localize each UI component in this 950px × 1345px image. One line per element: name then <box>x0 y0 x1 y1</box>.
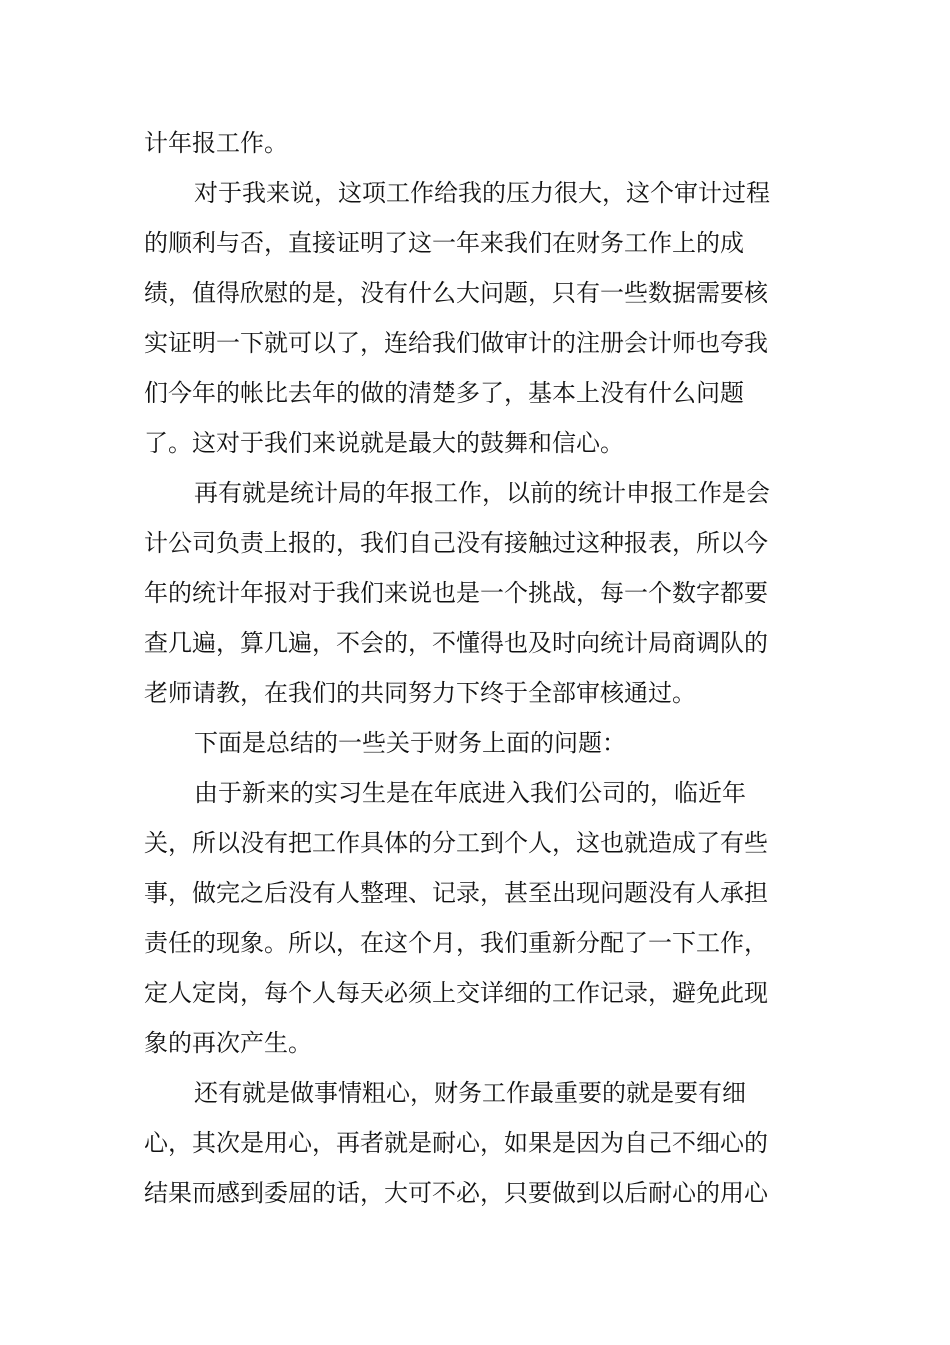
text-line: 们今年的帐比去年的做的清楚多了，基本上没有什么问题 <box>144 379 744 407</box>
paragraph-start-line: 下面是总结的一些关于财务上面的问题： <box>194 729 626 757</box>
text-line: 的顺利与否，直接证明了这一年来我们在财务工作上的成 <box>144 229 744 257</box>
paragraph-start-line: 再有就是统计局的年报工作，以前的统计申报工作是会 <box>194 479 770 507</box>
text-line: 老师请教，在我们的共同努力下终于全部审核通过。 <box>144 679 696 707</box>
text-line: 了。这对于我们来说就是最大的鼓舞和信心。 <box>144 429 624 457</box>
text-line: 结果而感到委屈的话，大可不必，只要做到以后耐心的用心 <box>144 1179 768 1207</box>
text-line: 心，其次是用心，再者就是耐心，如果是因为自己不细心的 <box>144 1129 768 1157</box>
text-line: 实证明一下就可以了，连给我们做审计的注册会计师也夸我 <box>144 329 768 357</box>
text-line: 定人定岗，每个人每天必须上交详细的工作记录，避免此现 <box>144 979 768 1007</box>
text-line: 责任的现象。所以，在这个月，我们重新分配了一下工作， <box>144 929 768 957</box>
text-line: 绩，值得欣慰的是，没有什么大问题，只有一些数据需要核 <box>144 279 768 307</box>
text-line: 事，做完之后没有人整理、记录，甚至出现问题没有人承担 <box>144 879 768 907</box>
text-line: 象的再次产生。 <box>144 1029 312 1057</box>
text-line: 关，所以没有把工作具体的分工到个人，这也就造成了有些 <box>144 829 768 857</box>
text-line: 查几遍，算几遍，不会的，不懂得也及时向统计局商调队的 <box>144 629 768 657</box>
text-line: 计公司负责上报的，我们自己没有接触过这种报表，所以今 <box>144 529 768 557</box>
text-line: 计年报工作。 <box>144 129 288 157</box>
paragraph-start-line: 对于我来说，这项工作给我的压力很大，这个审计过程 <box>194 179 770 207</box>
paragraph-start-line: 由于新来的实习生是在年底进入我们公司的，临近年 <box>194 779 746 807</box>
paragraph-start-line: 还有就是做事情粗心，财务工作最重要的就是要有细 <box>194 1079 746 1107</box>
text-line: 年的统计年报对于我们来说也是一个挑战，每一个数字都要 <box>144 579 768 607</box>
